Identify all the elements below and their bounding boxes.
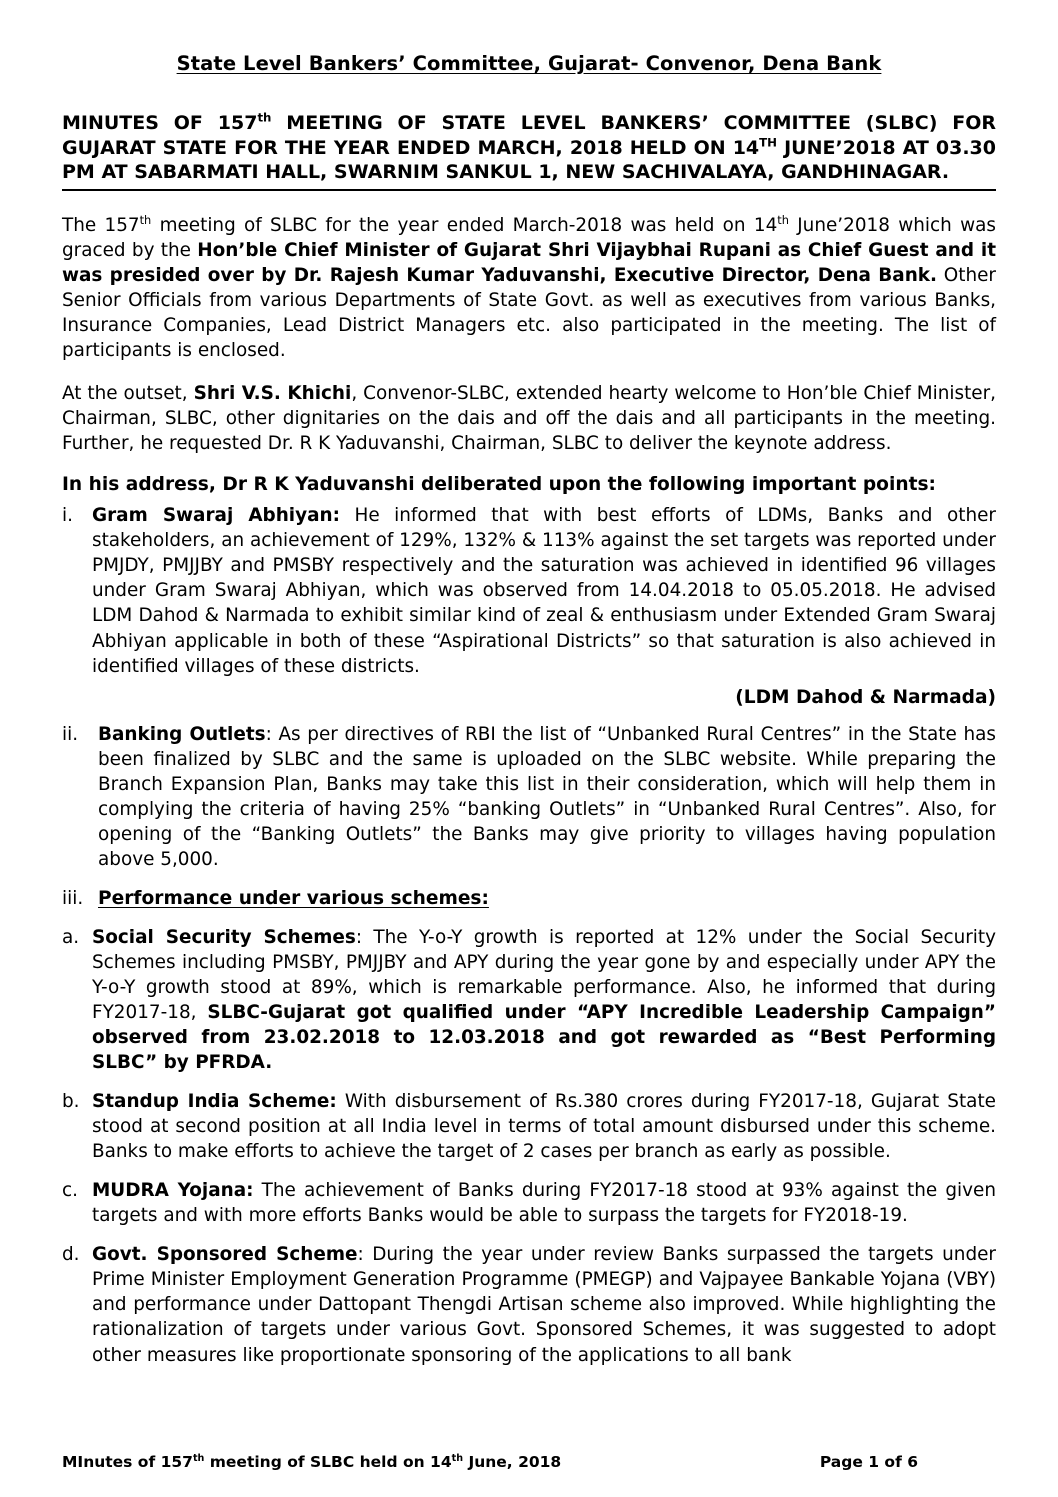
list-content [92,925,996,1075]
subpoint-text: : The Y-o-Y growth is reported at 12% under the Social Security Schemes including PMSBY, PMJJBY and APY during the year gone by and especially under APY the Y-o-Y growth stood at 89%, which is remarkable performance. Also, he informed that during FY2017-18, [92,927,997,1024]
intro-text: , Convenor-SLBC, extended hearty welcome to Hon’ble Chief Minister, Chairman, SLBC, other dignitaries on the dais and off the dais and all participants in the meeting. Further, he requested Dr. R K Yaduvanshi, Chairman, SLBC to deliver the keynote address. [62,383,996,455]
list-item [62,1242,996,1367]
list-content [92,1242,996,1367]
organisation-title: State Level Bankers’ Committee, Gujarat- Convenor, Dena Bank [176,52,882,75]
subpoint-heading: Standup India Scheme: [92,1091,337,1113]
subpoint-heading: Social Security Schemes [92,927,356,949]
list-marker: iii. [62,887,84,909]
list-item [62,722,996,872]
subpoint-heading: MUDRA Yojana: [92,1180,254,1202]
ordinal-suffix: th [777,212,789,227]
section-heading: Performance under various schemes: [98,887,489,909]
footer-text: meeting of SLBC held on 14 [204,1453,452,1471]
ordinal-suffix: TH [759,135,778,150]
list-content [98,722,996,872]
convenor-name: Shri V.S. Khichi [193,383,352,405]
intro-text: meeting of SLBC for the year ended March-2018 was held on 14 [151,215,778,237]
section-heading-block [62,886,996,911]
page-footer [62,1453,996,1471]
list-item [62,503,996,678]
intro-text: At the outset, [62,383,194,405]
list-marker: c. [62,1180,78,1202]
page-number: Page 1 of 6 [819,1453,918,1471]
list-marker: b. [62,1091,80,1113]
subpoint-text: : During the year under review Banks surpassed the targets under Prime Minister Employment Generation Programme (PMEGP) and Vajpayee Bankable Yojana (VBY) and performance under Dattopant Thengdi Artisan scheme also improved. While highlighting the rationalization of targets under various Govt. Sponsored Schemes, it was suggested to adopt other measures like proportionate sponsoring of the applications to all bank [92,1244,996,1366]
list-item [62,1089,996,1164]
list-content [92,503,996,678]
intro-text: Other Senior Officials from various Departments of State Govt. as well as executives from various Banks, Insurance Companies, Lead District Managers etc. also participated in the meeting. The list of participants is enclosed. [62,265,996,362]
list-content [92,1089,996,1164]
intro-text: June’2018 which was graced by the [62,215,996,262]
point-heading: Gram Swaraj Abhiyan: [92,505,340,527]
list-item [62,925,996,1075]
footer-text: June, 2018 [463,1453,562,1471]
intro-paragraph-1 [62,213,996,363]
list-content [98,886,996,911]
footer-left [62,1453,561,1471]
points-list [62,503,996,678]
intro-paragraph-2 [62,381,996,456]
list-content [92,1178,996,1228]
point-text: : As per directives of RBI the list of “Unbanked Rural Centres” in the State has been finalized by SLBC and the same is uploaded on the SLBC website. While preparing the Branch Expansion Plan, Banks may take this list in their consideration, which will help them in complying the criteria of having 25% “banking Outlets” in “Unbanked Rural Centres”. Also, for opening of the “Banking Outlets” the Banks may give priority to villages having population above 5,000. [98,723,996,870]
address-lead-in: In his address, Dr R K Yaduvanshi deliberated upon the following important points: [62,474,936,496]
points-list-2 [62,722,996,872]
list-marker: i. [62,505,73,527]
intro-text: The 157 [62,215,140,237]
subpoint-text: With disbursement of Rs.380 crores during FY2017-18, Gujarat State stood at second position at all India level in terms of total amount disbursed under this scheme. Banks to make efforts to achieve the target of 2 cases per branch as early as possible. [92,1091,996,1163]
point-text: He informed that with best efforts of LDMs, Banks and other stakeholders, an achievement of 129%, 132% & 113% against the set targets was reported under PMJDY, PMJJBY and PMSBY respectively and the saturation was achieved in identified 96 villages under Gram Swaraj Abhiyan, which was observed from 14.04.2018 to 05.05.2018. He advised LDM Dahod & Narmada to exhibit similar kind of zeal & enthusiasm under Extended Gram Swaraj Abhiyan applicable in both of these “Aspirational Districts” so that saturation is also achieved in identified villages of these districts. [92,505,996,677]
ordinal-suffix: th [192,1452,205,1464]
list-marker: d. [62,1244,80,1266]
list-marker: a. [62,927,80,949]
point-attribution: (LDM Dahod & Narmada) [735,686,996,708]
subpoint-highlight: SLBC-Gujarat got qualified under “APY Incredible Leadership Campaign” observed from 23.02.2018 to 12.03.2018 and got rewarded as “Best Performing SLBC” by PFRDA. [92,1002,996,1074]
ordinal-suffix: th [257,110,272,125]
point-heading: Banking Outlets [98,723,266,745]
ordinal-suffix: th [139,212,152,227]
subpoint-heading: Govt. Sponsored Scheme [92,1244,358,1266]
document-header [62,52,996,75]
intro-highlight: Hon’ble Chief Minister of Gujarat Shri Vijaybhai Rupani as Chief Guest and it was presided over by Dr. Rajesh Kumar Yaduvanshi, Executive Director, Dena Bank. [62,240,996,287]
minutes-title: MINUTES OF 157th MEETING OF STATE LEVEL BANKERS’ COMMITTEE (SLBC) FOR GUJARAT STATE FOR THE YEAR ENDED MARCH, 2018 HELD ON 14TH JUNE’2018 AT 03.30 PM AT SABARMATI HALL, SWARNIM SANKUL 1, NEW SACHIVALAYA, GANDHINAGAR. [62,111,996,191]
list-item [62,1178,996,1228]
list-item [62,886,996,911]
subpoints-list [62,925,996,1368]
subpoint-text: The achievement of Banks during FY2017-18 stood at 93% against the given targets and with more efforts Banks would be able to surpass the targets for FY2018-19. [92,1180,996,1227]
footer-text: MInutes of 157 [62,1453,193,1471]
list-marker: ii. [62,723,79,745]
ordinal-suffix: th [451,1452,464,1464]
